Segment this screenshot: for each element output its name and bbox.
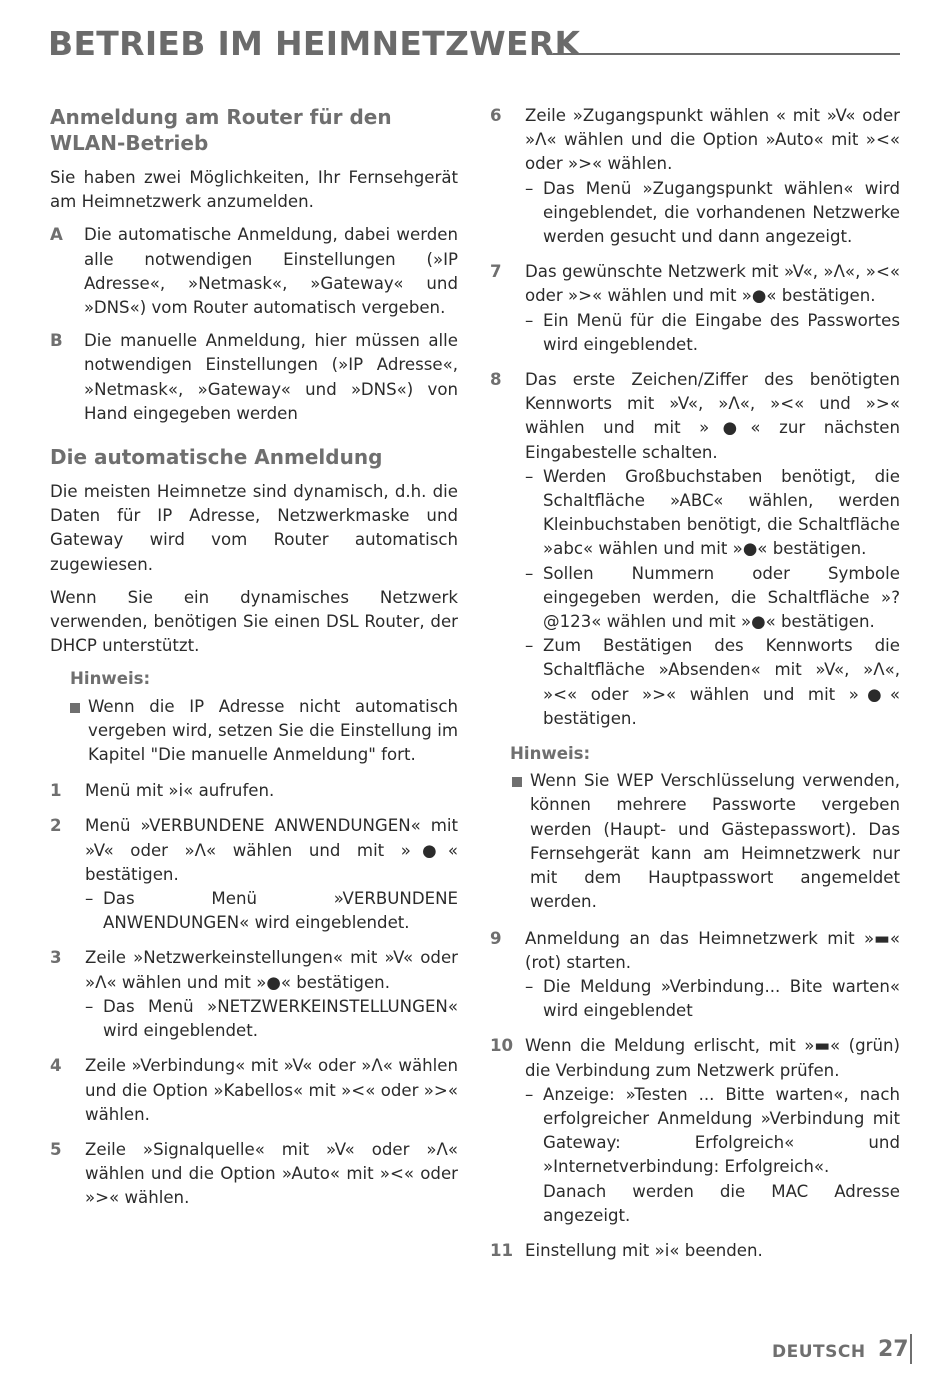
step-3 [50,946,458,1043]
option-b-label: B [50,331,63,351]
option-a-label: A [50,225,63,245]
step-text: Menü »VERBUNDENE ANWENDUNGEN« mit »V« oder »Λ« wählen und mit »●« bestätigen. [85,816,458,884]
hinweis-title: Hinweis: [510,744,591,764]
step-number: 5 [50,1139,62,1159]
step-subitem: – Die Meldung »Verbindung... Bite warten« wird eingeblendet [525,976,900,1021]
step-subitem: – Zum Bestätigen des Kennworts die Schaltfläche »Absenden« mit »V«, »Λ«, »<« oder »>« wählen und mit »●« bestätigen. [525,636,900,728]
step-10 [490,1034,900,1228]
auto-paragraph-2: Wenn Sie ein dynamisches Netzwerk verwenden, benötigen Sie einen DSL Router, der DHCP unterstützt. [50,587,458,656]
step-subitem: – Sollen Nummern oder Symbole eingegeben werden, die Schaltfläche »?@123« wählen und mit »●« bestätigen. [525,563,900,632]
step-11 [490,1239,900,1263]
step-subitem: – Das Menü »NETZWERKEINSTELLUNGEN« wird eingeblendet. [85,996,458,1041]
left-column [50,104,458,1222]
hinweis-note [512,769,900,914]
step-number: 10 [490,1036,514,1056]
option-b [50,329,458,426]
step-number: 1 [50,781,62,801]
page-number: 27 [878,1337,909,1362]
step-number: 6 [490,106,502,125]
page-header [48,22,900,66]
step-text: Wenn die Meldung erlischt, mit »▬« (grün) die Verbindung zum Netzwerk prüfen. [525,1036,900,1080]
step-text: Anmeldung an das Heimnetzwerk mit »▬« (rot) starten. [525,928,900,972]
step-subitem: – Das Menü »Zugangspunkt wählen« wird eingeblendet, die vorhandenen Netzwerke werden gesucht und dann angezeigt. [525,178,900,247]
step-text: Zeile »Zugangspunkt wählen « mit »V« oder »Λ« wählen und die Option »Auto« mit »<« oder »>« wählen. [525,106,900,174]
step-text: Einstellung mit »i« beenden. [525,1240,763,1260]
page-title: BETRIEB IM HEIMNETZWERK [48,24,581,63]
step-text: Zeile »Netzwerkeinstellungen« mit »V« oder »Λ« wählen und mit »●« bestätigen. [85,948,458,992]
step-subitem: – Ein Menü für die Eingabe des Passwortes wird eingeblendet. [525,310,900,354]
bullet-square-icon [70,703,80,713]
step-number: 8 [490,370,502,390]
step-text: Zeile »Verbindung« mit »V« oder »Λ« wählen und die Option »Kabellos« mit »<« oder »>« wählen. [85,1056,458,1124]
step-2 [50,814,458,935]
step-subitem: – Anzeige: »Testen ... Bitte warten«, nach erfolgreicher Anmeldung »Verbindung mit Gateway: Erfolgreich« und »Internetverbindung: Erfolgreich«. Danach werden die MAC Adresse angezeigt. [525,1084,900,1225]
step-subitem: – Werden Großbuchstaben benötigt, die Schaltfläche »ABC« wählen, werden Kleinbuchstaben benötigt, die Schaltfläche »abc« wählen und mit »●« bestätigen. [525,466,900,559]
step-number: 4 [50,1056,62,1076]
intro-paragraph: Sie haben zwei Möglichkeiten, Ihr Fernsehgerät am Heimnetzwerk anzumelden. [50,168,458,212]
option-b-text: Die manuelle Anmeldung, hier müssen alle notwendigen Einstellungen (»IP Adresse«, »Netmask«, »Gateway« und »DNS«) von Hand eingegeben werden [84,331,458,423]
section-heading-router: Anmeldung am Router für den WLAN-Betrieb [50,105,392,155]
step-4 [50,1054,458,1127]
step-5 [50,1138,458,1211]
hinweis-title: Hinweis: [70,669,151,689]
step-text: Das gewünschte Netzwerk mit »V«, »Λ«, »<« oder »>« wählen und mit »●« bestätigen. [525,262,900,306]
step-number: 9 [490,928,502,948]
step-subitem: – Das Menü »VERBUNDENE ANWENDUNGEN« wird eingeblendet. [85,889,458,933]
step-number: 11 [490,1240,514,1260]
step-text: Das erste Zeichen/Ziffer des benötigten Kennworts mit »V«, »Λ«, »<« und »>« wählen und mit »●« zur nächsten Eingabestelle schalten. [525,370,900,462]
step-text: Menü mit »i« aufrufen. [85,781,275,801]
page-number-rule [910,1334,912,1364]
step-6 [490,104,900,249]
step-9 [490,927,900,1024]
hinweis-text: Wenn Sie WEP Verschlüsselung verwenden, können mehrere Passworte vergeben werden (Haupt- und Gästepasswort). Das Fernsehgerät kann am Heimnetzwerk nur mit dem Hauptpasswort angemeldet werden. [530,771,900,912]
auto-paragraph-1: Die meisten Heimnetze sind dynamisch, d.h. die Daten für IP Adresse, Netzwerkmaske und Gateway wird vom Router automatisch zugewiesen. [50,482,458,574]
footer-language-label: DEUTSCH [772,1342,866,1362]
step-number: 7 [490,262,502,282]
header-rule [553,53,900,55]
option-a-text: Die automatische Anmeldung, dabei werden alle notwendigen Einstellungen (»IP Adresse«, »Netmask«, »Gateway« und »DNS«) vom Router automatisch vergeben. [84,225,458,318]
hinweis-text: Wenn die IP Adresse nicht automatisch vergeben wird, setzen Sie die Einstellung im Kapitel "Die manuelle Anmeldung" fort. [88,696,458,765]
step-number: 3 [50,948,62,968]
step-text: Zeile »Signalquelle« mit »V« oder »Λ« wählen und die Option »Auto« mit »<« oder »>« wählen. [85,1139,458,1208]
step-7 [490,260,900,357]
step-8 [490,368,900,731]
hinweis-note [70,695,458,768]
bullet-square-icon [512,777,522,787]
step-number: 2 [50,816,62,836]
option-a [50,223,458,320]
right-column [490,104,900,1274]
step-1 [50,779,458,803]
section-heading-auto: Die automatische Anmeldung [50,445,383,470]
